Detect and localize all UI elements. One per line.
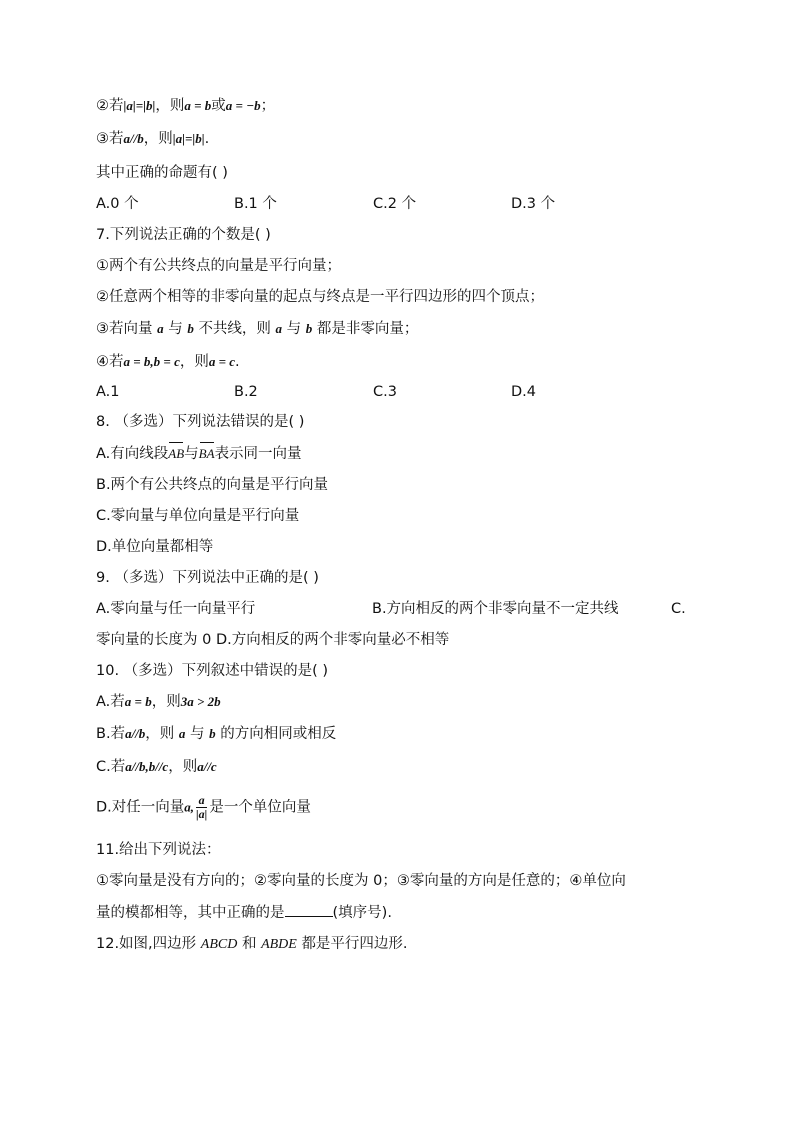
- q7-option-b: B.2: [234, 384, 258, 400]
- math-parallel: a//c: [197, 759, 217, 774]
- text: ，则: [155, 98, 185, 114]
- text: 与: [184, 446, 199, 462]
- math-equal: a = b: [184, 98, 212, 113]
- q11-line-2: [96, 902, 392, 923]
- text: A.若: [96, 694, 125, 710]
- text: 12.如图,四边形: [96, 936, 197, 952]
- text: ，则: [151, 694, 181, 710]
- text: .: [235, 354, 240, 370]
- math-equal: a = b: [124, 694, 152, 709]
- text: 的方向相同或相反: [220, 726, 337, 742]
- text: 都是非零向量；: [316, 321, 419, 337]
- q9-option-c-label: C.: [671, 601, 686, 617]
- q7-item-3: [96, 319, 418, 339]
- text: 不共线，则: [198, 321, 271, 337]
- text: ③若向量: [96, 321, 153, 337]
- q11-line-1: ①零向量是没有方向的；②零向量的长度为 0；③零向量的方向是任意的；④单位向: [96, 873, 626, 889]
- text: ②若: [96, 98, 124, 114]
- q8-option-b: B.两个有公共终点的向量是平行向量: [96, 477, 329, 493]
- text: ，则: [179, 354, 209, 370]
- vector-ba: BA: [199, 444, 215, 464]
- q7-item-1: ①两个有公共终点的向量是平行向量；: [96, 258, 341, 274]
- text: ；: [260, 98, 276, 114]
- q9-option-b: B.方向相反的两个非零向量不一定共线: [372, 601, 619, 617]
- text: 是一个单位向量: [209, 799, 311, 816]
- q10-option-a: [96, 692, 221, 712]
- fraction: [196, 794, 207, 821]
- var-a: a: [178, 726, 186, 741]
- text: 量的模都相等，其中正确的是: [96, 905, 285, 921]
- q6-stem: 其中正确的命题有( ): [96, 165, 228, 181]
- q6-option-a: A.0 个: [96, 196, 139, 212]
- q8-stem: 8. （多选）下列说法错误的是( ): [96, 414, 305, 430]
- text: ，则: [168, 759, 198, 775]
- text: 表示同一向量: [214, 446, 302, 462]
- q7-item-2: ②任意两个相等的非零向量的起点与终点是一平行四边形的四个顶点；: [96, 289, 544, 305]
- q6-option-c: C.2 个: [373, 196, 417, 212]
- var-a: a: [157, 321, 164, 336]
- text: C.若: [96, 759, 126, 775]
- math-parallel: a//b: [125, 726, 146, 741]
- text: 和: [241, 936, 257, 952]
- text: 都是平行四边形.: [301, 936, 408, 952]
- q7-item-4: [96, 352, 240, 372]
- math-negative: a = −b: [225, 98, 261, 113]
- q8-option-d: D.单位向量都相等: [96, 539, 214, 555]
- text: ③若: [96, 131, 124, 147]
- text: 与: [168, 321, 183, 337]
- q7-option-d: D.4: [511, 384, 536, 400]
- fraction-numerator: a: [196, 794, 207, 808]
- q7-stem: 7.下列说法正确的个数是( ): [96, 227, 271, 243]
- answer-blank[interactable]: [285, 902, 333, 917]
- q10-option-d: [96, 794, 311, 821]
- text: .: [204, 131, 210, 147]
- vector-ab: AB: [168, 444, 184, 464]
- text: ，则: [143, 131, 173, 147]
- math-parallel: a//b,b//c: [125, 759, 169, 774]
- text: 与: [286, 321, 302, 337]
- q8-option-c: C.零向量与单位向量是平行向量: [96, 508, 300, 524]
- q6-option-b: B.1 个: [234, 196, 277, 212]
- q10-stem: 10. （多选）下列叙述中错误的是( ): [96, 663, 329, 679]
- fraction-denominator: |a|: [196, 807, 208, 821]
- q10-option-c: [96, 757, 217, 777]
- text: ④若: [96, 354, 124, 370]
- text: 或: [211, 98, 226, 114]
- q6-item-2: [96, 96, 275, 116]
- q10-option-b: [96, 724, 336, 744]
- text: 与: [190, 726, 205, 742]
- q11-stem: 11.给出下列说法：: [96, 842, 221, 858]
- math-abs-equal: |a|=|b|: [123, 98, 156, 113]
- var-b: b: [209, 726, 216, 741]
- math-abs-equal: |a|=|b|: [172, 131, 205, 146]
- text: ，则: [145, 726, 175, 742]
- var-b: b: [305, 321, 313, 336]
- q8-option-a: [96, 444, 302, 464]
- var-a: a,: [184, 799, 195, 815]
- q6-item-3: [96, 129, 209, 149]
- var-a: a: [275, 321, 283, 336]
- q9-line-2: 零向量的长度为 0 D.方向相反的两个非零向量必不相等: [96, 632, 450, 648]
- q7-option-c: C.3: [373, 384, 397, 400]
- math-equalities: a = b,b = c: [123, 354, 180, 369]
- q7-option-a: A.1: [96, 384, 120, 400]
- q12-stem: [96, 934, 408, 955]
- q6-option-d: D.3 个: [511, 196, 556, 212]
- text: A.有向线段: [96, 446, 169, 462]
- math-equal: a = c: [208, 354, 236, 369]
- text: B.若: [96, 726, 126, 742]
- q9-option-a: A.零向量与任一向量平行: [96, 601, 256, 617]
- shape-abcd: ABCD: [200, 937, 238, 952]
- math-inequality: 3a > 2b: [180, 694, 221, 709]
- text: (填序号).: [332, 905, 392, 921]
- q9-stem: 9. （多选）下列说法中正确的是( ): [96, 570, 319, 586]
- text: D.对任一向量: [96, 799, 185, 816]
- math-parallel: a//b: [123, 131, 144, 146]
- shape-abde: ABDE: [261, 937, 297, 952]
- var-b: b: [187, 321, 194, 336]
